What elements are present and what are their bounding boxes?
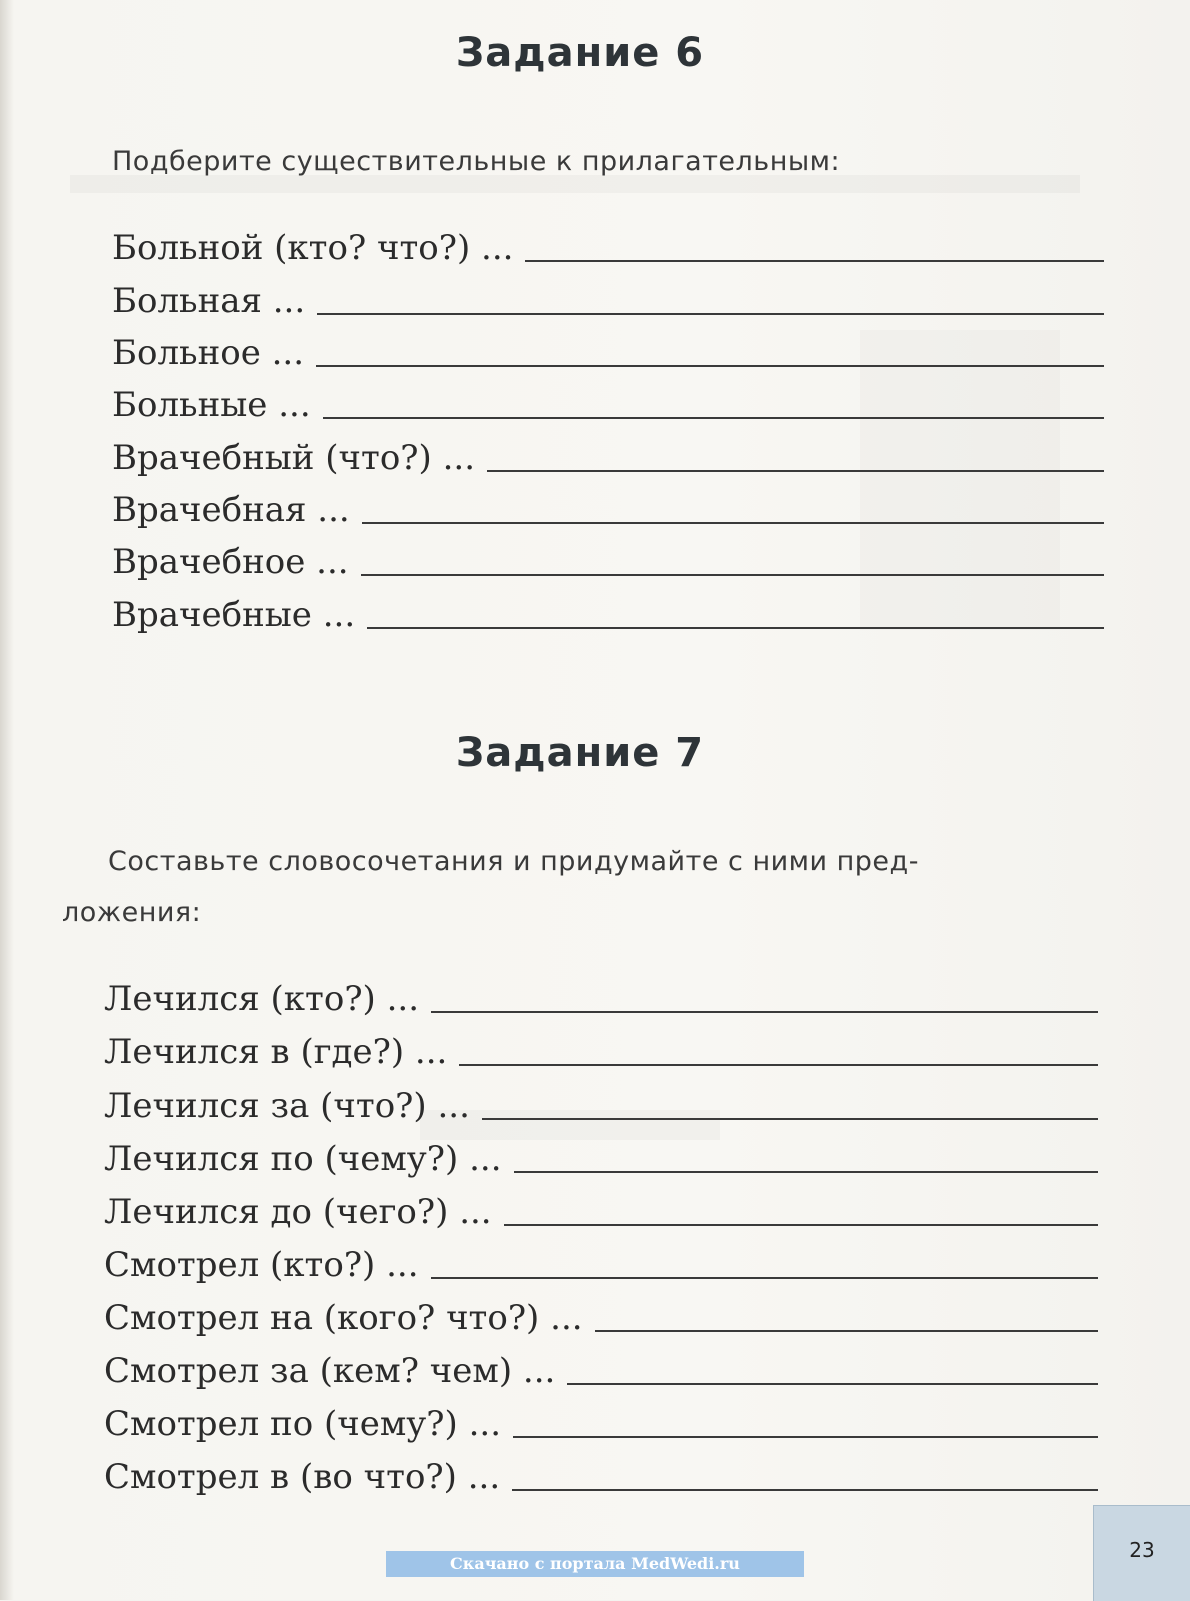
task7-item	[104, 1139, 1098, 1179]
task7-item-prompt: Лечился по (чему?) ...	[104, 1139, 502, 1179]
task7-item-prompt: Лечился за (что?) ...	[104, 1086, 470, 1126]
answer-line[interactable]	[431, 1011, 1098, 1013]
task6-item	[112, 333, 1104, 373]
task6-instruction: Подберите существительные к прилагательным:	[112, 146, 841, 177]
answer-line[interactable]	[317, 313, 1104, 315]
answer-line[interactable]	[459, 1064, 1098, 1066]
answer-line[interactable]	[504, 1224, 1098, 1226]
answer-line[interactable]	[367, 627, 1104, 629]
answer-line[interactable]	[513, 1436, 1098, 1438]
task6-item-prompt: Больной (кто? что?) ...	[112, 228, 514, 268]
answer-line[interactable]	[316, 365, 1104, 367]
task7-item	[104, 1298, 1098, 1338]
answer-line[interactable]	[482, 1118, 1098, 1120]
task6-item-prompt: Больное ...	[112, 333, 305, 373]
task6-item-prompt: Врачебный (что?) ...	[112, 438, 476, 478]
download-watermark-banner: Скачано с портала MedWedi.ru	[386, 1551, 804, 1577]
answer-line[interactable]	[514, 1171, 1098, 1173]
answer-line[interactable]	[431, 1277, 1098, 1279]
page-number: 23	[1129, 1538, 1155, 1562]
task7-item-prompt: Смотрел за (кем? чем) ...	[104, 1351, 556, 1391]
task6-item	[112, 595, 1104, 635]
task7-item	[104, 1457, 1098, 1497]
task7-item	[104, 1245, 1098, 1285]
answer-line[interactable]	[525, 260, 1104, 262]
task7-item-prompt: Лечился в (где?) ...	[104, 1032, 448, 1072]
task6-item-prompt: Врачебная ...	[112, 490, 350, 530]
answer-line[interactable]	[323, 417, 1104, 419]
task6-item-prompt: Врачебное ...	[112, 542, 349, 582]
task6-item	[112, 281, 1104, 321]
task7-item-prompt: Смотрел (кто?) ...	[104, 1245, 419, 1285]
answer-line[interactable]	[567, 1383, 1098, 1385]
task6-item	[112, 385, 1104, 425]
bleed-through-shade	[70, 175, 1080, 193]
answer-line[interactable]	[362, 522, 1104, 524]
answer-line[interactable]	[361, 574, 1104, 576]
page-number-box	[1093, 1505, 1190, 1601]
task6-item-prompt: Больная ...	[112, 281, 306, 321]
task7-item-prompt: Смотрел по (чему?) ...	[104, 1404, 502, 1444]
task7-item	[104, 1086, 1098, 1126]
task6-item-prompt: Больные ...	[112, 385, 311, 425]
task6-item	[112, 228, 1104, 268]
task6-item	[112, 542, 1104, 582]
answer-line[interactable]	[487, 470, 1104, 472]
task6-item-prompt: Врачебные ...	[112, 595, 356, 635]
task7-item	[104, 979, 1098, 1019]
task7-item-prompt: Смотрел на (кого? что?) ...	[104, 1298, 583, 1338]
task6-item	[112, 490, 1104, 530]
task7-item-prompt: Лечился (кто?) ...	[104, 979, 420, 1019]
task7-item	[104, 1404, 1098, 1444]
task7-instruction-line2: ложения:	[62, 897, 202, 928]
bleed-through-shade	[860, 330, 1060, 630]
task7-heading: Задание 7	[455, 730, 705, 776]
task6-item	[112, 438, 1104, 478]
task7-item	[104, 1032, 1098, 1072]
task6-heading: Задание 6	[455, 30, 705, 76]
task7-instruction-line1: Составьте словосочетания и придумайте с ними пред-	[108, 846, 919, 877]
task7-item	[104, 1192, 1098, 1232]
answer-line[interactable]	[595, 1330, 1098, 1332]
answer-line[interactable]	[512, 1489, 1098, 1491]
task7-item	[104, 1351, 1098, 1391]
task7-item-prompt: Лечился до (чего?) ...	[104, 1192, 492, 1232]
task7-item-prompt: Смотрел в (во что?) ...	[104, 1457, 501, 1497]
